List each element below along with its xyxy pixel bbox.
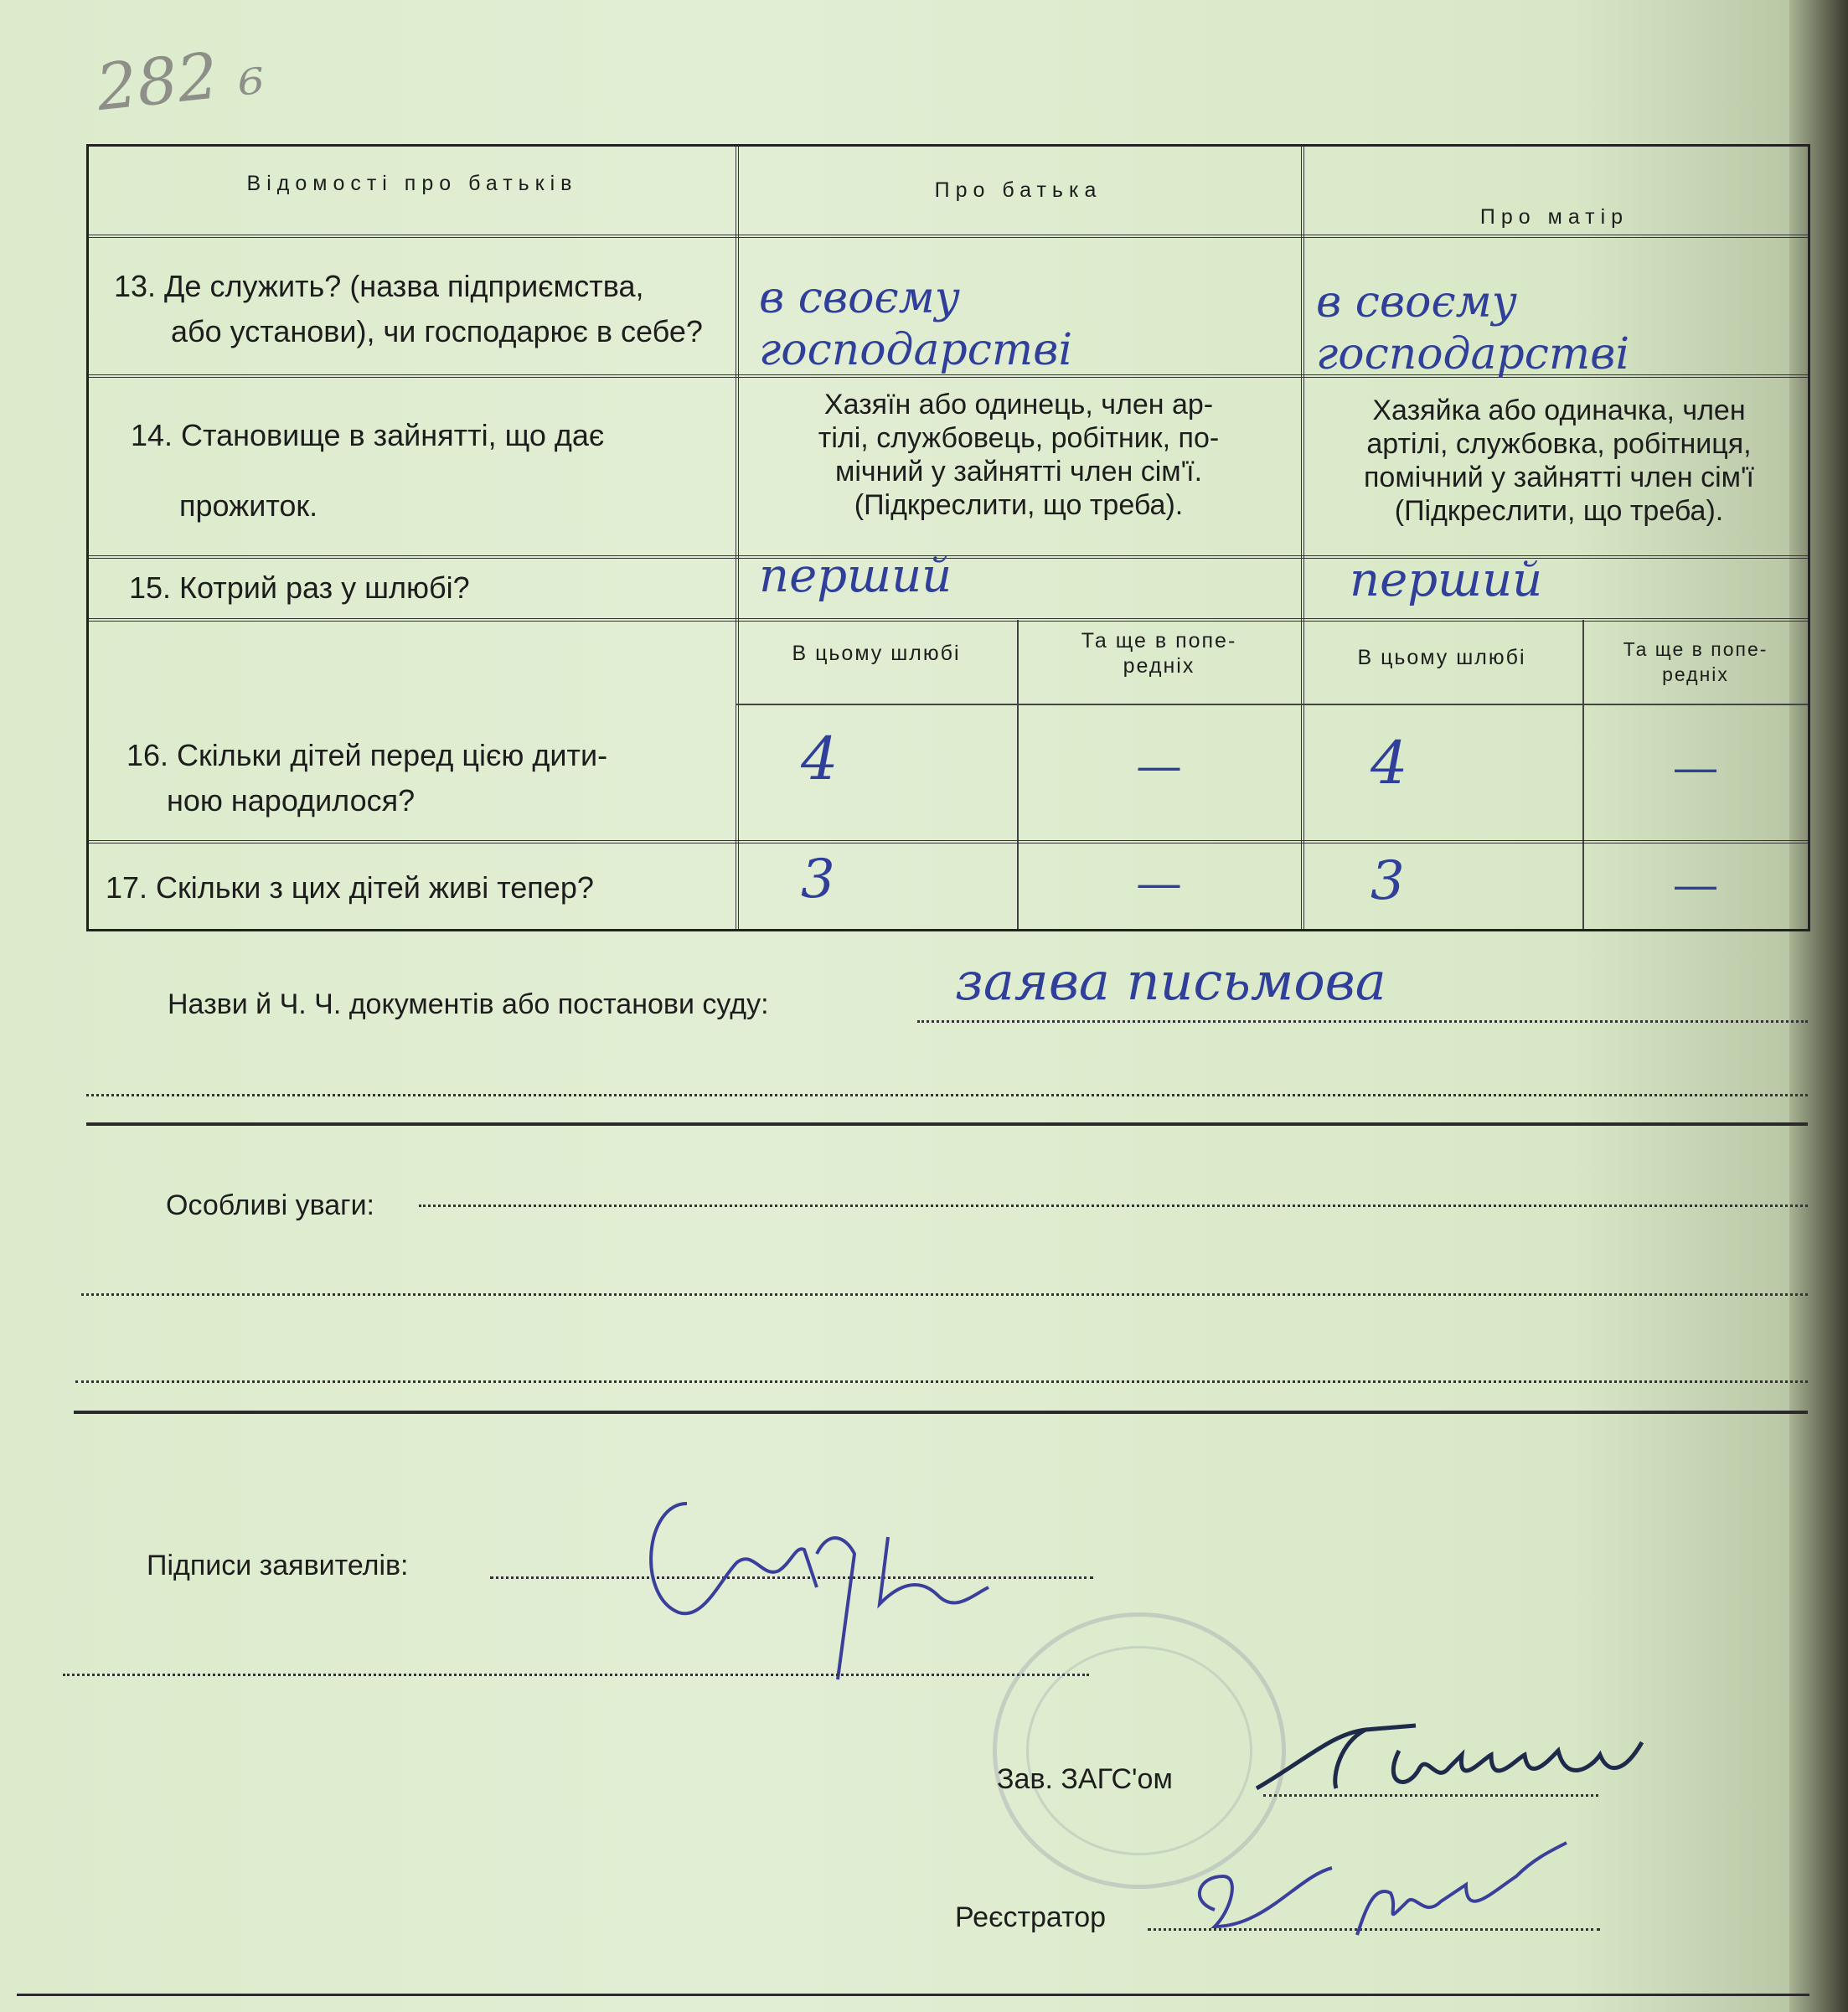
row17-father-prev: — — [1138, 859, 1180, 906]
row15-question: 15. Котрий раз у шлюбі? — [129, 570, 470, 605]
row13-mother-answer: в своєму господарстві — [1316, 277, 1630, 379]
documents-separator — [86, 1122, 1808, 1126]
remarks-line-1 — [419, 1205, 1808, 1207]
remarks-separator — [74, 1411, 1808, 1414]
subheader-father-this: В цьому шлюбі — [792, 642, 961, 665]
divider-row16 — [89, 840, 1808, 843]
row14-father-options: Хазяїн або одинець, член ар- тілі, службовець, робітник, по- мічний у зайнятті член сім'ї. (Підкреслити, що треба). — [818, 389, 1220, 521]
documents-label: Назви й Ч. Ч. документів або постанови суду: — [168, 988, 769, 1020]
remarks-label: Особливі уваги: — [166, 1189, 375, 1221]
row14-question: 14. Становище в зайнятті, що дає прожиток. — [131, 418, 605, 523]
row17-mother-prev: — — [1675, 861, 1716, 908]
subheader-mother-prev: Та ще в попе- редніх — [1623, 638, 1768, 685]
row17-father-this: 3 — [801, 849, 835, 911]
row15-father-answer: перший — [759, 549, 952, 603]
divider-header — [89, 235, 1808, 238]
remarks-line-2 — [81, 1293, 1808, 1296]
row17-question: 17. Скільки з цих дітей живі тепер? — [106, 870, 594, 905]
divider-row15 — [89, 618, 1808, 622]
row16-father-prev: — — [1138, 742, 1180, 789]
header-mother: Про матір — [1479, 205, 1629, 229]
row16-question: 16. Скільки дітей перед цією дити- ною народилося? — [126, 738, 608, 818]
divider-col-1 — [736, 147, 739, 929]
row16-mother-this: 4 — [1371, 729, 1408, 797]
documents-line-1 — [917, 1020, 1808, 1023]
row16-father-this: 4 — [801, 725, 839, 793]
row14-mother-options: Хазяйка або одиначка, член артілі, службовка, робітниця, помічний у зайнятті член сім'ї (Підкреслити, що треба). — [1364, 395, 1754, 527]
row13-father-answer: в своєму господарстві — [759, 273, 1073, 375]
header-info: Відомості про батьків — [246, 172, 578, 195]
head-label: Зав. ЗАГС'ом — [997, 1763, 1173, 1795]
head-signature — [1240, 1709, 1709, 1809]
row17-mother-this: 3 — [1371, 850, 1405, 912]
row15-mother-answer: перший — [1350, 553, 1543, 607]
documents-value: заява письмова — [955, 951, 1386, 1012]
documents-line-2 — [86, 1094, 1808, 1096]
subheader-mother-this: В цьому шлюбі — [1357, 646, 1526, 669]
archive-number: 282 ₆ — [92, 33, 267, 126]
applicants-label: Підписи заявителів: — [147, 1550, 409, 1581]
divider-col-2 — [1301, 147, 1304, 929]
parents-info-table — [86, 144, 1810, 931]
page-bottom-edge — [17, 1994, 1809, 1996]
row16-mother-prev: — — [1675, 744, 1716, 791]
subheader-father-prev: Та ще в попе- редніх — [1081, 629, 1237, 678]
registrar-signature — [1164, 1826, 1600, 1960]
divider-subheader — [736, 704, 1808, 705]
header-father: Про батька — [934, 178, 1102, 202]
applicant-signature — [637, 1470, 1014, 1688]
applicants-line-2 — [63, 1674, 1089, 1676]
row13-question: 13. Де служить? (назва підприємства, або установи), чи господарює в себе? — [114, 269, 703, 348]
registrar-label: Реєстратор — [955, 1901, 1107, 1933]
remarks-line-3 — [75, 1380, 1808, 1383]
